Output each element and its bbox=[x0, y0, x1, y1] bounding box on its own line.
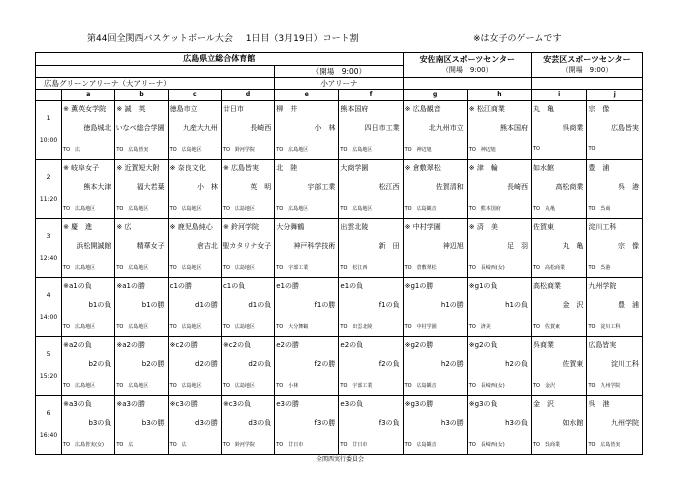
table-officials: TO 佐賀東 bbox=[532, 324, 560, 330]
team-home: ※g2の勝 bbox=[404, 341, 434, 349]
team-home: 徳島市立 bbox=[169, 105, 198, 113]
table-officials: TO 宇部工業 bbox=[340, 383, 373, 389]
team-away: 九州学院 bbox=[611, 419, 639, 427]
slot-time: 10:00 bbox=[39, 137, 58, 144]
court-label: g bbox=[403, 90, 467, 101]
game-cell bbox=[62, 160, 115, 219]
team-away: 金 沢 bbox=[562, 301, 584, 309]
women-note: ※は女子のゲームです bbox=[473, 34, 562, 44]
slot-number: 3 bbox=[46, 233, 51, 240]
team-home: ※a1の勝 bbox=[116, 282, 145, 290]
table-officials: TO bbox=[532, 146, 540, 152]
game-cell bbox=[403, 278, 467, 337]
venue-asa-name: 安佐南区スポーツセンター bbox=[419, 55, 515, 64]
team-home: ※ 倉敷翠松 bbox=[404, 164, 441, 172]
court-label: j bbox=[587, 90, 643, 101]
venue-aki-open: （開場 9:00） bbox=[561, 66, 613, 74]
team-away: f2の勝 bbox=[314, 360, 336, 368]
table-officials: TO 広島地区 bbox=[169, 206, 202, 212]
slot-number: 4 bbox=[46, 292, 51, 299]
team-away: 足 羽 bbox=[506, 242, 528, 250]
team-away: 淀川工科 bbox=[611, 360, 639, 368]
slot-cell bbox=[36, 219, 62, 278]
team-away: b3の負 bbox=[88, 419, 112, 427]
team-away: 浜松開誠館 bbox=[76, 242, 112, 250]
table-officials: TO 広島地区 bbox=[116, 383, 149, 389]
table-officials: TO 金沢 bbox=[532, 383, 555, 389]
game-cell bbox=[339, 219, 403, 278]
table-officials: TO 広島地区 bbox=[276, 206, 309, 212]
game-cell bbox=[467, 337, 531, 396]
table-officials: TO 九州学院 bbox=[588, 383, 621, 389]
team-home: 金 沢 bbox=[532, 400, 554, 408]
game-cell bbox=[587, 278, 643, 337]
table-officials: TO 松江西 bbox=[340, 265, 368, 271]
team-home: 九州学院 bbox=[588, 282, 617, 290]
table-officials: TO 済美 bbox=[468, 324, 491, 330]
team-away: 新 田 bbox=[378, 242, 400, 250]
team-home: 熊本国府 bbox=[340, 105, 369, 113]
table-officials: TO 広島地区 bbox=[222, 324, 255, 330]
game-cell bbox=[403, 396, 467, 455]
team-away: 長崎西 bbox=[506, 183, 528, 191]
table-officials: TO 大分舞鶴 bbox=[276, 324, 309, 330]
venue-small-arena: 小アリーナ bbox=[275, 78, 403, 90]
team-away: 小 林 bbox=[196, 183, 218, 191]
table-officials: TO 長崎西(女) bbox=[468, 442, 505, 448]
game-cell bbox=[62, 219, 115, 278]
team-home: ※ 中村学園 bbox=[404, 223, 441, 231]
game-cell bbox=[168, 396, 221, 455]
slot-cell bbox=[36, 101, 62, 160]
tournament-title: 第44回全関西バスケットボール大会 bbox=[87, 34, 233, 44]
team-home: 如水館 bbox=[532, 164, 554, 172]
team-home: ※g3の負 bbox=[468, 400, 498, 408]
team-away: b2の負 bbox=[88, 360, 112, 368]
team-home: ※a2の勝 bbox=[116, 341, 145, 349]
table-officials: TO 広島地区 bbox=[222, 206, 255, 212]
table-officials: TO 広島観音 bbox=[404, 383, 437, 389]
table-officials: TO 広島地区 bbox=[116, 265, 149, 271]
game-cell bbox=[339, 101, 403, 160]
team-away: b1の負 bbox=[88, 301, 112, 309]
game-cell bbox=[403, 160, 467, 219]
game-cell bbox=[62, 396, 115, 455]
table-officials: TO 倉敷翠松 bbox=[404, 265, 437, 271]
table-officials: TO 広島地区 bbox=[276, 147, 309, 153]
team-away: 佐賀清和 bbox=[435, 183, 464, 191]
team-away: f3の負 bbox=[378, 419, 400, 427]
team-home: ※a1の負 bbox=[63, 282, 92, 290]
team-away: h1の負 bbox=[505, 301, 528, 309]
team-home: 大商学園 bbox=[340, 164, 369, 172]
court-label: f bbox=[339, 90, 403, 101]
venue-asa bbox=[403, 53, 531, 78]
team-home: ※ 近賀短大附 bbox=[116, 164, 160, 172]
slot-cell bbox=[36, 396, 62, 455]
game-cell bbox=[115, 396, 168, 455]
team-home: e2の負 bbox=[340, 341, 364, 349]
court-label: c bbox=[168, 90, 221, 101]
team-away: 佐賀東 bbox=[562, 360, 584, 368]
arena-spacer-aki bbox=[531, 78, 642, 90]
table-officials: TO 広島地区 bbox=[340, 147, 373, 153]
team-home: 出雲北陵 bbox=[340, 223, 369, 231]
slot-cell bbox=[36, 278, 62, 337]
slot-time: 12:40 bbox=[39, 255, 58, 262]
slot-row bbox=[36, 337, 643, 396]
arena-row bbox=[36, 78, 643, 90]
table-officials: TO 淀川工科 bbox=[588, 324, 621, 330]
game-cell bbox=[339, 278, 403, 337]
venue-row bbox=[36, 53, 643, 66]
game-cell bbox=[115, 101, 168, 160]
team-home: ※g1の勝 bbox=[404, 282, 434, 290]
schedule-table bbox=[35, 52, 643, 455]
game-cell bbox=[531, 219, 586, 278]
team-home: 高松商業 bbox=[532, 282, 561, 290]
team-home: e3の勝 bbox=[276, 400, 299, 408]
team-home: ※c2の勝 bbox=[169, 341, 198, 349]
team-home: ※ 奈良文化 bbox=[169, 164, 206, 172]
game-cell bbox=[275, 160, 339, 219]
team-home: ※ 広島観音 bbox=[404, 105, 441, 113]
team-away: 呉商業 bbox=[562, 124, 584, 132]
team-home: 丸 亀 bbox=[532, 105, 554, 113]
game-cell bbox=[275, 278, 339, 337]
team-home: ※ 岐阜女子 bbox=[63, 164, 100, 172]
team-away: f2の負 bbox=[378, 360, 400, 368]
team-home: ※a3の勝 bbox=[116, 400, 145, 408]
game-cell bbox=[221, 337, 274, 396]
team-home: ※g1の負 bbox=[468, 282, 498, 290]
team-home: 呉 港 bbox=[588, 400, 610, 408]
game-cell bbox=[221, 219, 274, 278]
table-officials: TO 鈴河学院 bbox=[222, 442, 255, 448]
slot-number: 2 bbox=[46, 174, 51, 181]
table-officials: TO 広島地区 bbox=[169, 147, 202, 153]
team-home: e1の負 bbox=[340, 282, 364, 290]
team-away: f1の勝 bbox=[314, 301, 336, 309]
team-away: 宇部工業 bbox=[307, 183, 336, 191]
team-home: 佐賀東 bbox=[532, 223, 554, 231]
table-officials: TO 広島地区 bbox=[169, 383, 202, 389]
table-officials: TO 宇部工業 bbox=[276, 265, 309, 271]
team-away: 神戸科学技術 bbox=[293, 242, 336, 250]
game-cell bbox=[467, 160, 531, 219]
team-away: f3の勝 bbox=[314, 419, 336, 427]
game-cell bbox=[531, 101, 586, 160]
team-home: ※ 津 輪 bbox=[468, 164, 498, 172]
game-cell bbox=[531, 160, 586, 219]
team-home: ※c3の負 bbox=[222, 400, 252, 408]
table-officials: TO 広島地区 bbox=[63, 383, 96, 389]
team-home: ※a3の負 bbox=[63, 400, 92, 408]
court-label: h bbox=[467, 90, 531, 101]
game-cell bbox=[275, 219, 339, 278]
slot-row bbox=[36, 160, 643, 219]
table-officials: TO 熊本国府 bbox=[468, 206, 501, 212]
team-home: 淀川工科 bbox=[588, 223, 617, 231]
team-home: 呉商業 bbox=[532, 341, 554, 349]
table-officials: TO 丸亀 bbox=[532, 206, 555, 212]
team-away: h3の負 bbox=[505, 419, 528, 427]
venue-aki-name: 安芸区スポーツセンター bbox=[543, 55, 631, 64]
game-cell bbox=[115, 278, 168, 337]
game-cell bbox=[531, 337, 586, 396]
team-home: 北 陸 bbox=[276, 164, 298, 172]
slot-row bbox=[36, 278, 643, 337]
table-officials: TO 長崎西(女) bbox=[468, 265, 505, 271]
team-home: ※ 慶 進 bbox=[63, 223, 93, 231]
table-officials: TO 神辺旭 bbox=[468, 147, 496, 153]
game-cell bbox=[339, 337, 403, 396]
slot-row bbox=[36, 396, 643, 455]
game-cell bbox=[587, 101, 643, 160]
slot-time: 16:40 bbox=[39, 432, 58, 439]
game-cell bbox=[221, 278, 274, 337]
team-away: f1の負 bbox=[378, 301, 400, 309]
team-away: 神辺旭 bbox=[442, 242, 464, 250]
game-cell bbox=[467, 278, 531, 337]
team-away: 長崎西 bbox=[250, 124, 272, 132]
table-officials: TO 広島地区 bbox=[340, 206, 373, 212]
team-away: b3の勝 bbox=[141, 419, 165, 427]
venue-green-arena: 広島グリーンアリーナ（大アリーナ） bbox=[36, 78, 275, 90]
game-cell bbox=[62, 101, 115, 160]
table-officials: TO 広島地区 bbox=[169, 324, 202, 330]
team-away: 呉 港 bbox=[618, 183, 639, 191]
table-officials: TO 広島皆実 bbox=[588, 442, 621, 448]
table-officials: TO 廿日市 bbox=[340, 442, 368, 448]
game-cell bbox=[467, 219, 531, 278]
team-away: 丸 亀 bbox=[562, 242, 584, 250]
team-home: 大分舞鶴 bbox=[276, 223, 305, 231]
game-cell bbox=[221, 160, 274, 219]
team-away: d3の負 bbox=[248, 419, 272, 427]
game-cell bbox=[587, 396, 643, 455]
team-away: 九産大九州 bbox=[182, 124, 218, 132]
table-officials: TO 鈴河学院 bbox=[222, 147, 255, 153]
court-label: a bbox=[62, 90, 115, 101]
slot-row bbox=[36, 101, 643, 160]
table-officials: TO 広島地区 bbox=[63, 265, 96, 271]
table-officials: TO 神辺旭 bbox=[404, 147, 432, 153]
team-home: c1の勝 bbox=[169, 282, 192, 290]
team-away: 豊 浦 bbox=[618, 301, 639, 309]
team-away: d2の負 bbox=[248, 360, 272, 368]
team-home: 宗 像 bbox=[588, 105, 610, 113]
table-officials: TO 長崎西(女) bbox=[468, 383, 505, 389]
game-cell bbox=[168, 101, 221, 160]
team-away: b2の勝 bbox=[141, 360, 165, 368]
slot-cell bbox=[36, 160, 62, 219]
team-away: 広島皆実 bbox=[611, 124, 639, 132]
team-away: いなべ総合学園 bbox=[115, 124, 165, 132]
venue-main-open: （開場 9:00） bbox=[275, 66, 403, 78]
team-home: ※c3の勝 bbox=[169, 400, 198, 408]
team-away: d3の勝 bbox=[195, 419, 218, 427]
team-home: ※c2の負 bbox=[222, 341, 252, 349]
game-cell bbox=[62, 278, 115, 337]
table-officials: TO 広 bbox=[169, 442, 187, 448]
game-cell bbox=[168, 219, 221, 278]
table-officials: TO 広 bbox=[63, 147, 81, 153]
slot-number: 6 bbox=[46, 410, 51, 417]
venue-main-open-spacer bbox=[36, 66, 275, 78]
team-away: d2の勝 bbox=[195, 360, 218, 368]
game-cell bbox=[275, 337, 339, 396]
game-cell bbox=[531, 396, 586, 455]
team-away: 徳島城北 bbox=[83, 124, 112, 132]
table-officials: TO 広島観音 bbox=[404, 206, 437, 212]
game-cell bbox=[221, 101, 274, 160]
team-away: 如水館 bbox=[562, 419, 584, 427]
game-cell bbox=[467, 101, 531, 160]
team-away: 英 明 bbox=[250, 183, 272, 191]
court-label: d bbox=[221, 90, 274, 101]
team-away: d1の勝 bbox=[195, 301, 218, 309]
arena-spacer-asa bbox=[403, 78, 531, 90]
team-home: ※ 広 bbox=[116, 223, 132, 231]
game-cell bbox=[587, 337, 643, 396]
table-officials: TO 広島皆実(女) bbox=[63, 442, 104, 448]
team-home: 柳 井 bbox=[276, 105, 298, 113]
table-officials: TO bbox=[588, 146, 596, 152]
slot-row bbox=[36, 219, 643, 278]
team-home: ※ 広島皆実 bbox=[222, 164, 260, 172]
table-officials: TO 出雲北陵 bbox=[340, 324, 373, 330]
team-home: ※g3の勝 bbox=[404, 400, 434, 408]
team-away: 四日市工業 bbox=[364, 124, 400, 132]
team-home: ※ 鹿児島純心 bbox=[169, 223, 213, 231]
game-cell bbox=[275, 396, 339, 455]
slot-time: 11:20 bbox=[39, 196, 58, 203]
venue-asa-open: （開場 9:00） bbox=[441, 66, 493, 74]
court-label: e bbox=[275, 90, 339, 101]
team-home: ※ 誠 英 bbox=[116, 105, 146, 113]
game-cell bbox=[221, 396, 274, 455]
team-away: 松江西 bbox=[378, 183, 400, 191]
team-away: 精華女子 bbox=[136, 242, 165, 250]
team-home: ※ 松江商業 bbox=[468, 105, 505, 113]
game-cell bbox=[115, 337, 168, 396]
table-officials: TO 広島地区 bbox=[63, 206, 96, 212]
team-away: 熊本大津 bbox=[83, 183, 112, 191]
team-away: 熊本国府 bbox=[499, 124, 528, 132]
court-header-row bbox=[36, 90, 643, 101]
team-away: h1の勝 bbox=[440, 301, 464, 309]
team-away: h2の勝 bbox=[440, 360, 464, 368]
game-cell bbox=[403, 101, 467, 160]
team-away: 聖カタリナ女子 bbox=[222, 242, 272, 250]
team-home: ※ 鈴河学院 bbox=[222, 223, 260, 231]
game-cell bbox=[115, 219, 168, 278]
game-cell bbox=[467, 396, 531, 455]
team-home: e2の勝 bbox=[276, 341, 299, 349]
team-home: ※g2の負 bbox=[468, 341, 498, 349]
slot-cell bbox=[36, 337, 62, 396]
game-cell bbox=[168, 278, 221, 337]
game-cell bbox=[587, 219, 643, 278]
game-cell bbox=[62, 337, 115, 396]
doc-title bbox=[87, 31, 359, 44]
team-away: h2の負 bbox=[505, 360, 528, 368]
table-officials: TO 呉商業 bbox=[532, 442, 560, 448]
venue-main-name: 広島県立総合体育館 bbox=[36, 53, 404, 66]
team-home: e1の勝 bbox=[276, 282, 299, 290]
court-corner bbox=[36, 90, 62, 101]
table-officials: TO 広島皆実 bbox=[116, 147, 149, 153]
table-officials: TO 呉港 bbox=[588, 265, 611, 271]
table-officials: TO 高松商業 bbox=[532, 265, 565, 271]
team-away: h3の勝 bbox=[440, 419, 464, 427]
game-cell bbox=[168, 337, 221, 396]
game-cell bbox=[339, 160, 403, 219]
table-officials: TO 呉商 bbox=[588, 206, 611, 212]
team-away: 高松商業 bbox=[555, 183, 584, 191]
game-cell bbox=[168, 160, 221, 219]
table-officials: TO 広島地区 bbox=[116, 206, 149, 212]
schedule-date: 1日目（3月19日）コート割 bbox=[245, 34, 359, 44]
team-away: 小 林 bbox=[314, 124, 336, 132]
slot-number: 5 bbox=[46, 351, 51, 358]
game-cell bbox=[403, 337, 467, 396]
team-away: d1の負 bbox=[248, 301, 272, 309]
team-home: ※ 薫英女学院 bbox=[63, 105, 107, 113]
table-officials: TO 広島地区 bbox=[63, 324, 96, 330]
slot-time: 14:00 bbox=[39, 314, 58, 321]
team-away: 福大若葉 bbox=[136, 183, 165, 191]
table-officials: TO 広島地区 bbox=[222, 265, 255, 271]
table-officials: TO 中村学園 bbox=[404, 324, 437, 330]
team-home: e3の負 bbox=[340, 400, 364, 408]
team-away: 宗 像 bbox=[618, 242, 639, 250]
game-cell bbox=[587, 160, 643, 219]
venue-aki bbox=[531, 53, 642, 78]
game-cell bbox=[403, 219, 467, 278]
footer: 全関西実行委員会 bbox=[315, 456, 364, 463]
slot-number: 1 bbox=[46, 115, 51, 122]
team-away: 倉吉北 bbox=[196, 242, 218, 250]
team-home: c1の負 bbox=[222, 282, 246, 290]
court-label: i bbox=[531, 90, 586, 101]
game-cell bbox=[531, 278, 586, 337]
team-home: 広島皆実 bbox=[588, 341, 617, 349]
table-officials: TO 広 bbox=[116, 442, 134, 448]
team-home: ※a2の負 bbox=[63, 341, 92, 349]
slot-time: 15:20 bbox=[39, 373, 58, 380]
game-cell bbox=[115, 160, 168, 219]
team-away: 北九州市立 bbox=[428, 124, 464, 132]
team-away: b1の勝 bbox=[141, 301, 165, 309]
court-label: b bbox=[115, 90, 168, 101]
table-officials: TO 広島地区 bbox=[169, 265, 202, 271]
team-home: 豊 浦 bbox=[588, 164, 610, 172]
team-home: ※ 済 美 bbox=[468, 223, 498, 231]
table-officials: TO 広島地区 bbox=[222, 383, 255, 389]
game-cell bbox=[339, 396, 403, 455]
game-cell bbox=[275, 101, 339, 160]
table-officials: TO 廿日市 bbox=[276, 442, 304, 448]
table-officials: TO 小林 bbox=[276, 383, 299, 389]
table-officials: TO 広島観音 bbox=[404, 442, 437, 448]
team-home: 廿日市 bbox=[222, 105, 244, 113]
table-officials: TO 広島地区 bbox=[116, 324, 149, 330]
